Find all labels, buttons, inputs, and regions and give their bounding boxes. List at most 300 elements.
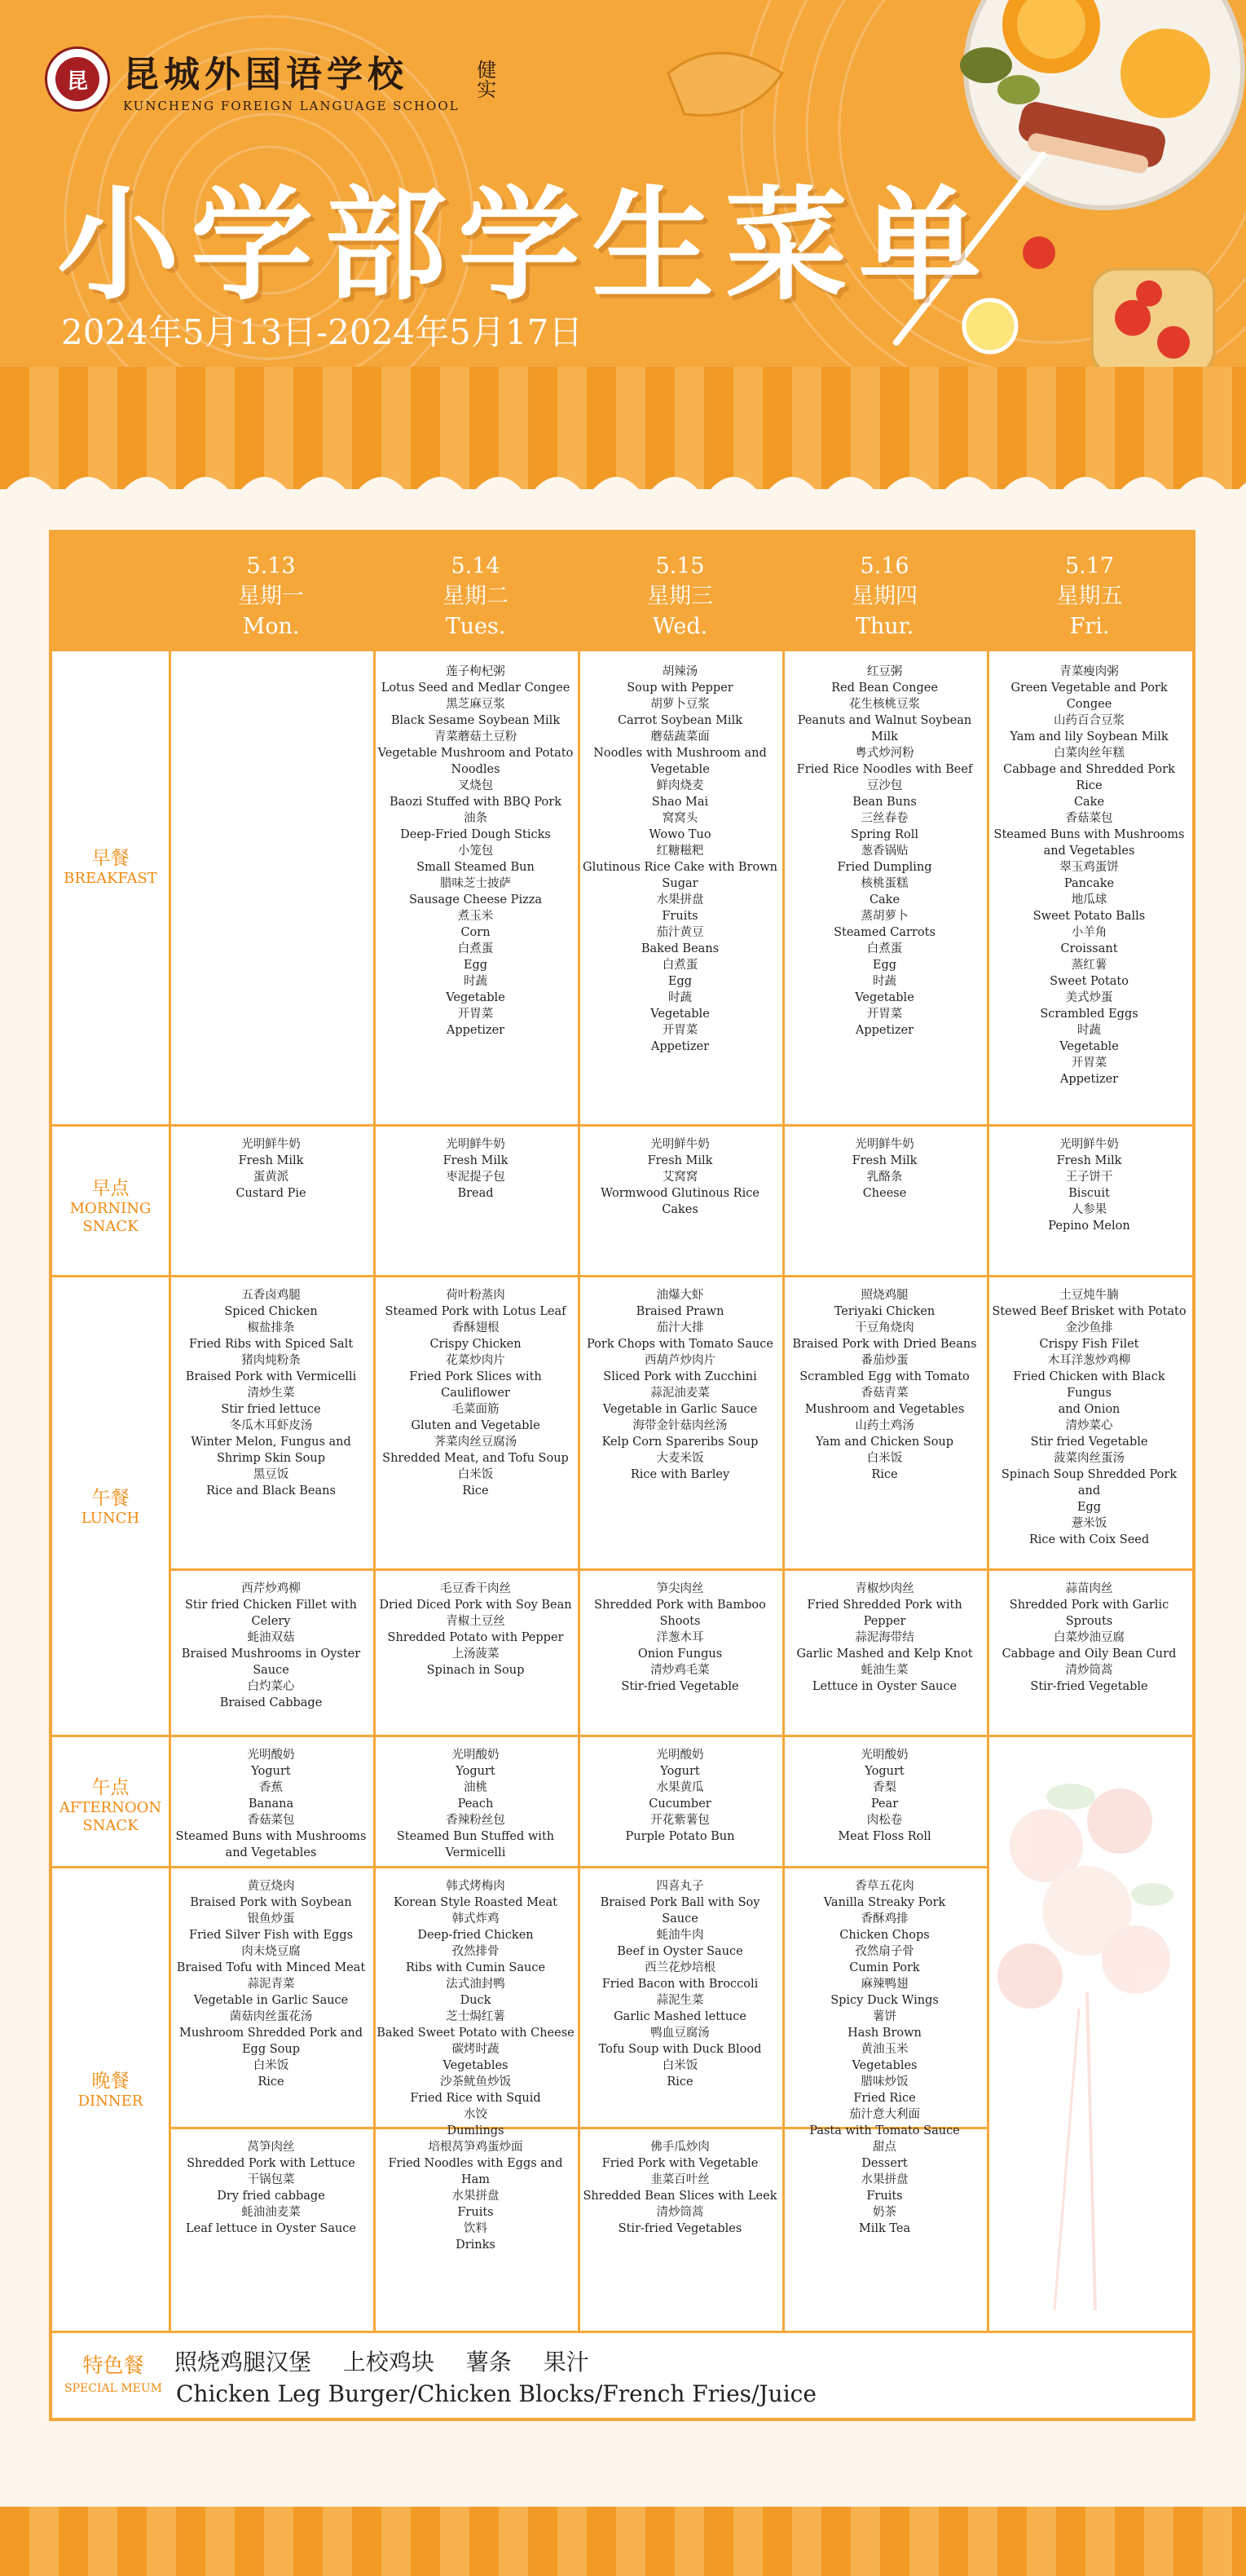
meal-label-cn: 午餐	[91, 1488, 130, 1509]
menu-item-line: Sauce	[253, 1664, 289, 1677]
menu-item-line: 蒸胡萝卜	[861, 910, 909, 923]
menu-item-line: Dry fried cabbage	[217, 2190, 325, 2203]
header-scallop-edge	[0, 457, 1246, 497]
menu-item-line: Braised Tofu with Minced Meat	[176, 1961, 366, 1974]
school-name-en: KUNCHENG FOREIGN LANGUAGE SCHOOL	[123, 99, 460, 113]
menu-item-line: 茄汁大排	[656, 1321, 704, 1334]
day-date: 5.16	[860, 554, 909, 579]
menu-item-line: 西芹炒鸡柳	[241, 1582, 301, 1595]
menu-item-line: 开胃菜	[1071, 1056, 1107, 1070]
morning-snack-cell	[373, 1136, 578, 1202]
menu-item-line: 美式炒蛋	[1065, 991, 1113, 1004]
menu-item-line: Banana	[248, 1797, 294, 1811]
menu-item-line: 青菜瘦肉粥	[1059, 665, 1119, 678]
menu-item-line: 麻辣鸭翅	[861, 1978, 909, 1991]
day-name-en: Tues.	[445, 614, 506, 639]
menu-item-line: Bread	[457, 1187, 494, 1200]
menu-item-line: 蛋黄派	[253, 1171, 289, 1184]
menu-item-line: Rice	[462, 1484, 489, 1498]
menu-item-line: Steamed Buns with Mushrooms	[993, 828, 1185, 841]
day-name-en: Mon.	[242, 614, 300, 639]
menu-item-line: 饮料	[464, 2222, 487, 2235]
menu-item-line: 油条	[464, 812, 487, 825]
menu-item-line: Egg	[667, 975, 693, 988]
lunch-side-cell	[987, 1581, 1191, 1695]
menu-item-line: 翠玉鸡蛋饼	[1059, 861, 1119, 874]
menu-item-line: 笋尖肉丝	[656, 1582, 704, 1595]
day-name-en: Fri.	[1069, 614, 1110, 639]
menu-item-line: Rice and Black Beans	[206, 1484, 336, 1498]
menu-item-line: 小羊角	[1071, 926, 1107, 939]
menu-item-line: Kelp Corn Spareribs Soup	[601, 1436, 759, 1449]
menu-item-line: 干锅包菜	[247, 2173, 295, 2186]
menu-item-line: 五香卤鸡腿	[241, 1289, 301, 1302]
menu-item-line: Crispy Chicken	[429, 1338, 522, 1351]
menu-item-line: Purple Potato Bun	[625, 1830, 735, 1843]
menu-item-line: Cake	[1073, 796, 1105, 809]
menu-item-line: Fried Shredded Pork with Pepper	[807, 1599, 962, 1628]
menu-item-line: 窝窝头	[662, 812, 698, 825]
menu-item-line: 蚝油油麦菜	[241, 2206, 301, 2219]
menu-item-line: 黄油玉米	[861, 2043, 909, 2056]
menu-item-line: 叉烧包	[457, 779, 494, 792]
menu-item-line: Egg	[463, 959, 488, 972]
menu-item-line: Peach	[457, 1797, 494, 1811]
menu-item-line: 小笼包	[457, 845, 494, 858]
menu-item-line: 白煮蛋	[866, 942, 903, 955]
afternoon-snack-cell	[782, 1747, 987, 1845]
menu-item-line: 清炒筒蒿	[656, 2206, 704, 2219]
day-date: 5.14	[451, 554, 500, 579]
menu-item-line: 人参果	[1071, 1203, 1107, 1216]
menu-item-line: Pear	[870, 1797, 899, 1811]
school-logo	[45, 45, 500, 113]
menu-item-line: Sausage Cheese Pizza	[408, 893, 543, 906]
day-name-cn: 星期二	[442, 584, 509, 609]
menu-item-line: Fried Chicken with Black Fungus	[1013, 1370, 1165, 1400]
menu-item-line: Sliced Pork with Zucchini	[603, 1370, 757, 1383]
menu-item-line: Hash Brown	[848, 2027, 922, 2040]
lunch-main-cell	[782, 1287, 987, 1483]
menu-item-line: 胡萝卜豆浆	[650, 698, 710, 711]
menu-item-line: Appetizer	[1059, 1073, 1119, 1086]
menu-item-line: 韩式烤梅肉	[446, 1880, 505, 1893]
menu-item-line: 香草五花肉	[855, 1880, 914, 1893]
menu-item-line: Yogurt	[251, 1765, 291, 1778]
menu-item-line: Steamed Bun Stuffed with	[396, 1830, 555, 1843]
menu-item-line: Braised Pork Ball with Soy Sauce	[600, 1896, 760, 1925]
menu-item-line: Baked Beans	[641, 942, 720, 955]
menu-item-line: Braised Cabbage	[219, 1696, 323, 1709]
menu-item-line: Stir fried lettuce	[221, 1403, 321, 1416]
menu-item-line: Garlic Mashed lettuce	[614, 2010, 746, 2023]
lunch-main-cell	[373, 1287, 578, 1499]
dinner-side-cell	[782, 2139, 987, 2237]
menu-item-line: 黑芝麻豆浆	[446, 698, 505, 711]
menu-item-line: 海带金针菇肉丝汤	[632, 1419, 728, 1432]
menu-item-line: 肉松卷	[866, 1814, 903, 1827]
meal-label-en: DINNER	[77, 2093, 143, 2110]
menu-item-line: 光明酸奶	[451, 1749, 500, 1762]
menu-item-line: Leaf lettuce in Oyster Sauce	[185, 2222, 357, 2235]
menu-item-line: 菌菇肉丝蛋花汤	[229, 2010, 313, 2023]
menu-item-line: 香菇菜包	[247, 1814, 295, 1827]
menu-item-line: Soup with Pepper	[627, 681, 733, 695]
menu-item-line: Onion Fungus	[637, 1647, 723, 1661]
special-meal-label	[60, 2349, 166, 2395]
meal-label-cn: 早点	[91, 1178, 130, 1199]
menu-item-line: 光明酸奶	[247, 1749, 295, 1762]
menu-item-line: Shoots	[659, 1615, 701, 1628]
menu-item-line: 光明鲜牛奶	[650, 1138, 710, 1151]
breakfast-cell	[987, 664, 1191, 1087]
menu-item-line: Ribs with Cumin Sauce	[405, 1961, 546, 1974]
menu-item-line: Meat Floss Roll	[838, 1830, 931, 1843]
menu-item-line: Steamed Buns with Mushrooms	[175, 1830, 367, 1843]
menu-item-line: Cumin Pork	[849, 1961, 920, 1974]
menu-item-line: Winter Melon, Fungus and	[191, 1436, 351, 1449]
menu-item-line: Stir fried Chicken Fillet with	[184, 1599, 358, 1612]
menu-item-line: Fresh Milk	[852, 1154, 918, 1167]
menu-item-line: and Vegetables	[225, 1846, 317, 1859]
menu-item-line: 蒜泥油麦菜	[650, 1387, 710, 1400]
menu-item-line: 油桃	[464, 1781, 487, 1794]
menu-item-line: Beef in Oyster Sauce	[617, 1945, 743, 1958]
menu-item-line: 蚝油生菜	[861, 1664, 909, 1677]
menu-item-line: 孜然扇子骨	[855, 1945, 914, 1958]
menu-item-line: Mushroom and Vegetables	[804, 1403, 965, 1416]
menu-item-line: 肉末烧豆腐	[241, 1945, 301, 1958]
menu-item-line: Fried Noodles with Eggs and	[388, 2157, 563, 2170]
menu-item-line: Steamed Pork with Lotus Leaf	[385, 1305, 566, 1318]
menu-item-line: 干豆角烧肉	[855, 1321, 914, 1334]
menu-item-line: 花菜炒肉片	[446, 1354, 505, 1367]
school-signature: 健实	[473, 60, 496, 99]
morning-snack-cell	[782, 1136, 987, 1202]
menu-item-line: 韩式炸鸡	[451, 1912, 500, 1925]
meal-label-en: LUNCH	[81, 1510, 140, 1527]
menu-item-line: Yogurt	[865, 1765, 905, 1778]
menu-item-line: 白米饭	[866, 1452, 903, 1465]
menu-item-line: Peanuts and Walnut Soybean Milk	[797, 714, 972, 743]
special-label-cn: 特色餐	[82, 2353, 144, 2377]
menu-item-line: Stir fried Vegetable	[1030, 1436, 1148, 1449]
menu-item-line: 三丝春卷	[861, 812, 909, 825]
menu-item-line: Fruits	[662, 910, 698, 923]
menu-item-line: 番茄炒蛋	[861, 1354, 909, 1367]
menu-item-line: 开花紫薯包	[650, 1814, 710, 1827]
menu-item-line: 芝士焗红薯	[446, 2010, 505, 2023]
flower-bouquet-icon	[997, 1748, 1185, 2318]
morning-snack-cell	[987, 1136, 1191, 1234]
menu-item-line: Glutinous Rice Cake with Brown	[583, 861, 777, 874]
menu-item-line: Vegetables	[852, 2059, 918, 2072]
menu-item-line: 毛豆香干肉丝	[440, 1582, 511, 1595]
meal-label-cn: 早餐	[91, 848, 130, 869]
menu-item-line: 乳酪条	[866, 1171, 903, 1184]
menu-item-line: Fried Silver Fish with Eggs	[188, 1929, 354, 1942]
menu-item-line: 光明鲜牛奶	[855, 1138, 914, 1151]
menu-item-line: Pancake	[1063, 877, 1115, 890]
grid-line	[52, 1124, 1192, 1127]
menu-item-line: 冬瓜木耳虾皮汤	[229, 1419, 313, 1432]
menu-item-line: Sugar	[662, 877, 698, 890]
menu-item-line: Spinach Soup Shredded Pork and	[1001, 1468, 1178, 1498]
menu-item-line: 花生核桃豆浆	[849, 698, 920, 711]
dinner-main-cell	[782, 1878, 987, 2139]
menu-item-line: 开胃菜	[866, 1008, 903, 1021]
menu-item-line: 荠菜肉丝豆腐汤	[434, 1436, 517, 1449]
menu-item-line: 蒜泥海带结	[855, 1631, 914, 1644]
afternoon-snack-cell	[169, 1747, 373, 1861]
menu-item-line: 核桃蛋糕	[861, 877, 909, 890]
menu-item-line: 大麦米饭	[656, 1452, 704, 1465]
menu-item-line: 时蔬	[464, 975, 487, 988]
menu-item-line: 荷叶粉蒸肉	[446, 1289, 505, 1302]
menu-item-line: 油爆大虾	[656, 1289, 704, 1302]
menu-item-line: Rice with Barley	[630, 1468, 730, 1481]
menu-item-line: 白菜肉丝年糕	[1054, 747, 1125, 760]
breakfast-cell	[782, 664, 987, 1039]
menu-item-line: Deep-fried Chicken	[417, 1929, 534, 1942]
dinner-side-cell	[373, 2139, 578, 2253]
menu-item-line: Fresh Milk	[442, 1154, 509, 1167]
menu-item-line: Croissant	[1060, 942, 1118, 955]
meal-label-cn: 午点	[91, 1777, 130, 1798]
menu-item-line: Red Bean Congee	[831, 681, 938, 695]
menu-item-line: Shao Mai	[651, 796, 709, 809]
menu-item-line: 光明鲜牛奶	[1059, 1138, 1119, 1151]
grid-line	[52, 1275, 1192, 1277]
menu-item-line: 白煮蛋	[457, 942, 494, 955]
menu-item-line: 腊味芝士披萨	[440, 877, 511, 890]
dinner-main-cell	[578, 1878, 782, 2090]
menu-item-line: Cheese	[862, 1187, 907, 1200]
meal-label-en: SNACK	[82, 1218, 139, 1235]
menu-item-line: Fried Dumpling	[837, 861, 932, 874]
menu-item-line: 蚝油牛肉	[656, 1929, 704, 1942]
tomato-icon	[1023, 236, 1055, 269]
menu-item-line: Garlic Mashed and Kelp Knot	[796, 1647, 973, 1661]
menu-item-line: Cake	[869, 893, 900, 906]
menu-item-line: 香酥鸡排	[861, 1912, 909, 1925]
menu-item-line: 葱香锅贴	[861, 845, 909, 858]
menu-item-line: 培根莴笋鸡蛋炒面	[428, 2141, 523, 2154]
meal-label-breakfast	[52, 847, 169, 888]
menu-item-line: 水果拼盘	[451, 2190, 500, 2203]
afternoon-snack-cell	[373, 1747, 578, 1861]
menu-item-line: 粤式炒河粉	[855, 747, 914, 760]
menu-item-line: 豆沙包	[866, 779, 903, 792]
menu-item-line: 奶茶	[873, 2206, 896, 2219]
menu-item-line: Rice	[667, 2075, 693, 2089]
meal-label-morning-snack	[52, 1177, 169, 1236]
menu-item-line: Wowo Tuo	[649, 828, 711, 841]
lunch-side-cell	[578, 1581, 782, 1695]
menu-item-line: Noodles	[451, 763, 500, 776]
menu-item-line: 白米饭	[457, 1468, 494, 1481]
lunch-side-cell	[782, 1581, 987, 1695]
lunch-main-cell	[169, 1287, 373, 1499]
menu-item-line: 山药土鸡汤	[855, 1419, 914, 1432]
menu-item-line: Egg	[872, 959, 897, 972]
day-name-cn: 星期五	[1056, 584, 1123, 609]
menu-item-line: Rice with Coix Seed	[1028, 1533, 1150, 1546]
menu-item-line: 青椒炒肉丝	[855, 1582, 914, 1595]
menu-item-line: Vegetables	[442, 2059, 509, 2072]
day-date: 5.17	[1064, 554, 1115, 579]
menu-item-line: 香蕉	[259, 1781, 283, 1794]
meal-label-en: SNACK	[82, 1817, 139, 1834]
morning-snack-cell	[169, 1136, 373, 1202]
menu-item-line: 西兰花炒培根	[645, 1961, 715, 1974]
menu-item-line: Braised Pork with Vermicelli	[185, 1370, 357, 1383]
menu-item-line: 王子饼干	[1065, 1171, 1113, 1184]
menu-item-line: Sweet Potato Balls	[1032, 910, 1146, 923]
menu-item-line: Dumlings	[447, 2124, 504, 2137]
menu-item-line: 薯饼	[873, 2010, 896, 2023]
menu-item-line: 毛菜面筋	[451, 1403, 500, 1416]
menu-item-line: Sprouts	[1065, 1615, 1113, 1628]
day-date: 5.13	[246, 554, 296, 579]
menu-item-line: Fried Rice with Squid	[410, 2092, 541, 2105]
menu-item-line: 洋葱木耳	[656, 1631, 704, 1644]
menu-item-line: 木耳洋葱炒鸡柳	[1047, 1354, 1131, 1367]
menu-item-line: 孜然排骨	[451, 1945, 500, 1958]
menu-item-line: 香酥翅根	[451, 1321, 500, 1334]
menu-item-line: and Onion	[1058, 1403, 1121, 1416]
menu-item-line: Spring Roll	[851, 828, 918, 841]
menu-item-line: 时蔬	[668, 991, 692, 1004]
menu-item-line: 香菇青菜	[861, 1387, 909, 1400]
day-head-wed	[578, 533, 782, 651]
menu-item-line: 土豆炖牛腩	[1059, 1289, 1119, 1302]
school-name	[123, 45, 460, 113]
meal-label-en: AFTERNOON	[59, 1799, 162, 1816]
menu-item-line: Braised Pork with Dried Beans	[792, 1338, 977, 1351]
menu-item-line: Vegetable in Garlic Sauce	[602, 1403, 758, 1416]
menu-item-line: 光明鲜牛奶	[446, 1138, 505, 1151]
menu-item-line: Stir-fried Vegetable	[1030, 1680, 1148, 1693]
menu-item-line: 时蔬	[1077, 1024, 1101, 1037]
menu-item-line: 水果拼盘	[656, 893, 704, 906]
menu-item-line: Shredded Pork with Garlic	[1009, 1599, 1169, 1612]
menu-item-line: Mushroom Shredded Pork and	[178, 2027, 363, 2040]
menu-item-line: 光明酸奶	[861, 1749, 909, 1762]
menu-item-line: 煮玉米	[457, 910, 494, 923]
menu-item-line: 光明鲜牛奶	[241, 1138, 301, 1151]
page-title: 小学部学生菜单	[57, 175, 993, 317]
day-name-cn: 星期一	[238, 584, 304, 609]
meal-label-lunch	[52, 1487, 169, 1528]
menu-item-line: 山药百合豆浆	[1054, 714, 1125, 727]
menu-item-line: Shredded Pork with Lettuce	[187, 2157, 355, 2170]
day-head-thu	[782, 533, 987, 651]
menu-item-line: 上汤菠菜	[451, 1647, 500, 1661]
menu-item-line: 红豆粥	[866, 665, 903, 678]
menu-item-line: Fresh Milk	[238, 1154, 304, 1167]
menu-item-line: Carrot Soybean Milk	[618, 714, 742, 727]
menu-item-line: Fried Rice Noodles with Beef	[796, 763, 973, 776]
menu-item-line: Appetizer	[855, 1024, 914, 1037]
grid-line	[52, 1866, 987, 1868]
school-seal-icon: 昆	[45, 46, 110, 112]
menu-item-line: Duck	[460, 1994, 491, 2007]
school-name-cn: 昆城外国语学校	[123, 54, 408, 95]
menu-item-line: 莲子枸杞粥	[446, 665, 505, 678]
menu-item-line: Cabbage and Oily Bean Curd	[1002, 1647, 1177, 1661]
menu-item-line: Corn	[460, 926, 491, 939]
menu-item-line: Rice	[871, 1468, 898, 1481]
menu-item-line: 白菜炒油豆腐	[1054, 1631, 1125, 1644]
menu-item-line: Fruits	[457, 2206, 494, 2219]
menu-item-line: 艾窝窝	[662, 1171, 698, 1184]
menu-item-line: Baozi Stuffed with BBQ Pork	[389, 796, 562, 809]
menu-item-line: 蒜泥生菜	[656, 1994, 704, 2007]
special-label-en: SPECIAL MEUM	[64, 2382, 163, 2395]
menu-item-line: 椒盐排条	[247, 1321, 295, 1334]
menu-item-line: Fried Ribs with Spiced Salt	[188, 1338, 354, 1351]
menu-item-line: Vermicelli	[445, 1846, 506, 1859]
menu-item-line: 黑豆饭	[253, 1468, 289, 1481]
menu-item-line: Shrimp Skin Soup	[216, 1452, 326, 1465]
lunch-side-cell	[373, 1581, 578, 1678]
dinner-side-cell	[169, 2139, 373, 2237]
menu-item-line: Vegetable	[650, 763, 710, 776]
menu-item-line: Small Steamed Bun	[416, 861, 535, 874]
menu-item-line: Fried Rice	[853, 2092, 916, 2105]
menu-item-line: Noodles with Mushroom and	[593, 747, 767, 760]
menu-item-line: 清炒鸡毛菜	[650, 1664, 710, 1677]
menu-item-line: Spiced Chicken	[224, 1305, 318, 1318]
menu-item-line: Fresh Milk	[1056, 1154, 1122, 1167]
special-items-en: Chicken Leg Burger/Chicken Blocks/French Fries/Juice	[176, 2380, 817, 2407]
menu-item-line: Vegetable Mushroom and Potato	[377, 747, 574, 760]
day-name-en: Thur.	[855, 614, 914, 639]
menu-item-line: Ham	[460, 2173, 491, 2186]
menu-item-line: Fried Pork with Vegetable	[601, 2157, 759, 2170]
menu-item-line: Celery	[251, 1615, 291, 1628]
menu-item-line: 白煮蛋	[662, 959, 698, 972]
menu-item-line: 白米饭	[253, 2059, 289, 2072]
menu-item-line: Drinks	[456, 2239, 495, 2252]
dinner-main-cell	[169, 1878, 373, 2090]
menu-item-line: 韭菜百叶丝	[650, 2173, 710, 2186]
morning-snack-cell	[578, 1136, 782, 1218]
menu-item-line: Shredded Bean Slices with Leek	[583, 2190, 777, 2203]
day-head-mon	[169, 533, 373, 651]
menu-item-line: 蒸红薯	[1071, 959, 1107, 972]
menu-item-line: Sweet Potato	[1050, 975, 1129, 988]
meal-label-dinner	[52, 2070, 169, 2111]
menu-item-line: Vegetable	[1059, 1040, 1119, 1053]
menu-item-line: 清炒生菜	[247, 1387, 295, 1400]
menu-item-line: Rice	[258, 2075, 284, 2089]
day-name-en: Wed.	[652, 614, 708, 639]
menu-item-line: 茄汁意大利面	[849, 2108, 920, 2121]
menu-item-line: Egg Soup	[241, 2043, 301, 2056]
menu-item-line: 清炒筒蒿	[1065, 1664, 1113, 1677]
menu-item-line: Yam and lily Soybean Milk	[1010, 730, 1169, 743]
special-items-cn: 照烧鸡腿汉堡 上校鸡块 薯条 果汁	[174, 2349, 589, 2375]
lunch-main-cell	[578, 1287, 782, 1483]
day-name-cn: 星期三	[647, 584, 713, 609]
menu-item-line: Crispy Fish Filet	[1039, 1338, 1139, 1351]
menu-item-line: Korean Style Roasted Meat	[394, 1896, 557, 1909]
menu-item-line: 黄豆烧肉	[247, 1880, 295, 1893]
menu-item-line: Vegetable	[446, 991, 505, 1004]
menu-table	[49, 530, 1195, 2421]
